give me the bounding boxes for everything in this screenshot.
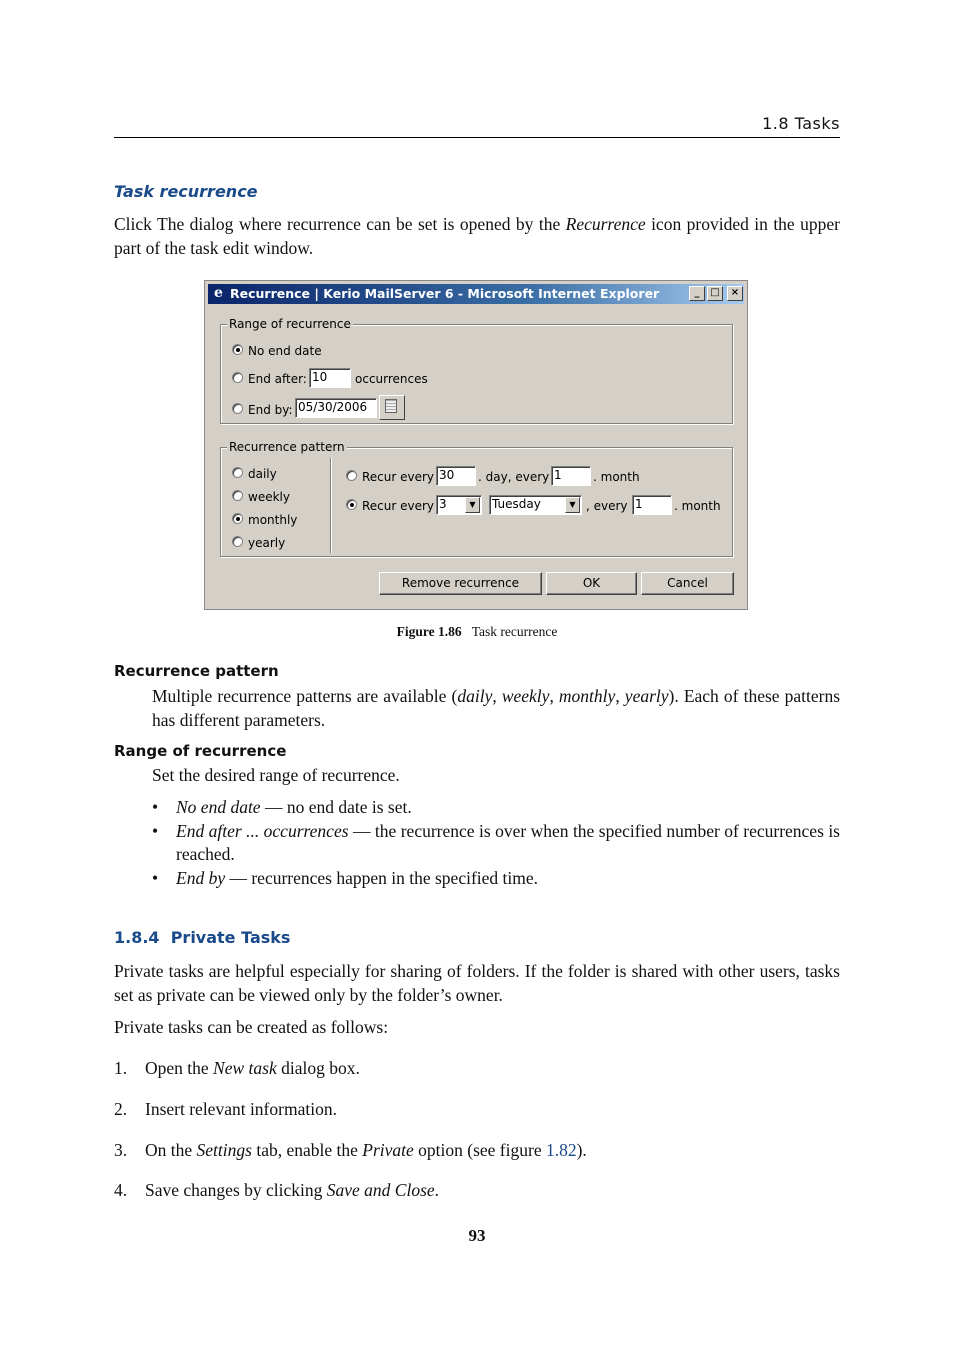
end-by-label: End by: (248, 403, 293, 417)
step-item: 1. Open the New task dialog box. (114, 1058, 360, 1078)
step-item: 4. Save changes by clicking Save and Close. (114, 1180, 440, 1200)
recur-every-label-2: Recur every (362, 499, 435, 513)
private-tasks-paragraph: Private tasks are helpful especially for sharing of folders. If the folder is shared with other users, tasks set as private can be viewed only by the folder’s owner. (114, 961, 840, 1005)
recurrence-pattern-term: Recurrence pattern (114, 662, 279, 680)
dialog-title: Recurrence | Kerio MailServer 6 - Microsoft Internet Explorer (230, 286, 660, 301)
weekday-select[interactable]: Tuesday ▼ (489, 495, 582, 515)
recurrence-dialog (204, 280, 748, 610)
weekly-radio[interactable] (232, 490, 243, 501)
end-after-input[interactable]: 10 (309, 368, 351, 388)
pattern-divider (330, 458, 332, 553)
end-by-date-input[interactable]: 05/30/2006 (295, 398, 377, 418)
header-rule (114, 137, 840, 138)
day-every-label: . day, every (478, 470, 550, 484)
month-interval-input-2[interactable]: 1 (632, 495, 672, 515)
remove-recurrence-button[interactable]: Remove recurrence (379, 572, 542, 595)
monthly-radio[interactable] (232, 513, 243, 524)
intro-paragraph: Click The dialog where recurrence can be set is opened by the Recurrence icon provided in the upper part of the task edit window. (114, 214, 840, 258)
month-label-1: . month (593, 470, 640, 484)
list-item: • End by — recurrences happen in the specified time. (176, 867, 840, 891)
no-end-date-label: No end date (248, 344, 322, 358)
recur-weekday-radio[interactable] (346, 499, 357, 510)
chevron-down-icon[interactable]: ▼ (465, 497, 480, 513)
end-by-radio[interactable] (232, 403, 243, 414)
yearly-radio[interactable] (232, 536, 243, 547)
range-group-label: Range of recurrence (229, 317, 351, 331)
step-item: 3. On the Settings tab, enable the Private option (see figure 1.82). (114, 1140, 587, 1160)
day-number-input[interactable]: 30 (436, 466, 476, 486)
range-of-recurrence-term: Range of recurrence (114, 742, 287, 760)
minimize-button[interactable]: _ (689, 286, 705, 301)
close-button[interactable]: × (727, 286, 743, 301)
daily-label: daily (248, 467, 277, 481)
figure-link[interactable]: 1.82 (545, 1140, 577, 1160)
no-end-date-radio[interactable] (232, 344, 243, 355)
month-label-2: . month (674, 499, 721, 513)
range-of-recurrence-desc: Set the desired range of recurrence. (152, 765, 400, 785)
recurrence-pattern-group (220, 440, 733, 557)
calendar-icon (385, 399, 397, 413)
cancel-button[interactable]: Cancel (641, 572, 734, 595)
range-of-recurrence-group (220, 317, 733, 424)
yearly-label: yearly (248, 536, 286, 550)
ordinal-select[interactable]: 3 ▼ (436, 495, 482, 515)
page-number: 93 (468, 1226, 486, 1245)
list-item: • No end date — no end date is set. (176, 796, 840, 820)
maximize-button[interactable]: □ (707, 286, 723, 301)
recur-every-label-1: Recur every (362, 470, 435, 484)
weekly-label: weekly (248, 490, 290, 504)
recur-day-radio[interactable] (346, 470, 357, 481)
chevron-down-icon[interactable]: ▼ (565, 497, 580, 513)
end-after-radio[interactable] (232, 372, 243, 383)
list-item: • End after ... occurrences — the recurrence is over when the specified number of recurrences is reached. (176, 820, 840, 867)
recurrence-pattern-desc: Multiple recurrence patterns are available (daily, weekly, monthly, yearly). Each of these patterns has different parameters. (152, 686, 841, 730)
calendar-picker-button[interactable] (379, 395, 405, 420)
monthly-label: monthly (248, 513, 298, 527)
pattern-group-label: Recurrence pattern (229, 440, 345, 454)
month-interval-input-1[interactable]: 1 (551, 466, 591, 486)
private-tasks-intro: Private tasks can be created as follows: (114, 1017, 389, 1037)
subsection-heading: 1.8.4 Private Tasks (114, 928, 291, 947)
occurrences-label: occurrences (355, 372, 428, 386)
figure-caption: Figure 1.86 Task recurrence (396, 624, 558, 639)
ie-logo-icon: e (214, 285, 223, 301)
step-item: 2. Insert relevant information. (114, 1099, 337, 1119)
every-label-2: , every (586, 499, 628, 513)
running-head: 1.8 Tasks (762, 114, 840, 133)
daily-radio[interactable] (232, 467, 243, 478)
section-title: Task recurrence (114, 182, 258, 201)
ok-button[interactable]: OK (546, 572, 637, 595)
dialog-titlebar (208, 284, 744, 304)
range-bullet-list (176, 796, 840, 890)
end-after-label: End after: (248, 372, 307, 386)
